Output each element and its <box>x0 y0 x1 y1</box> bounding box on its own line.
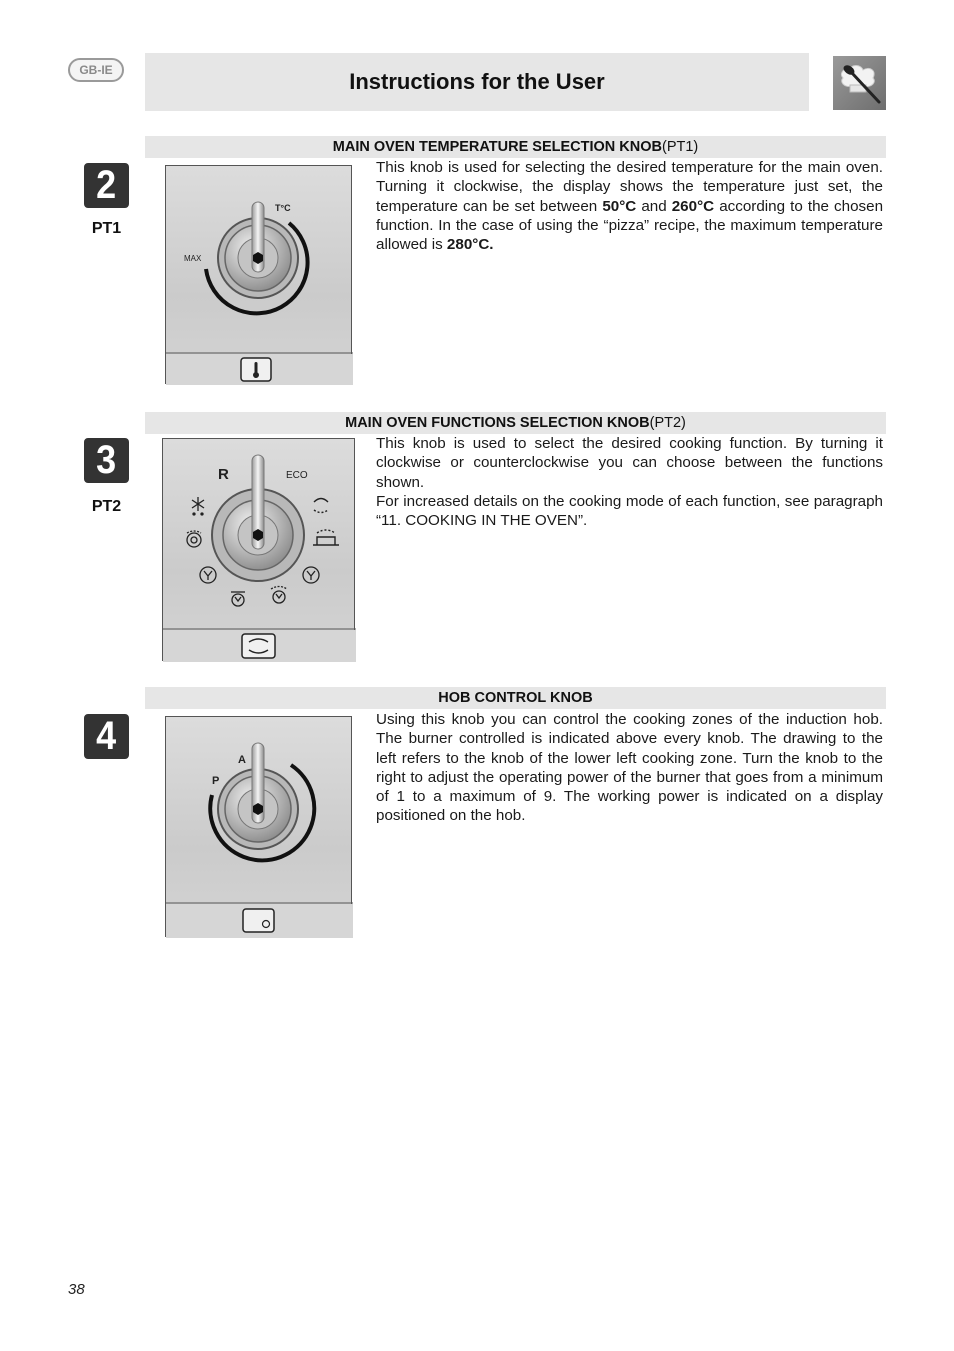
section-title-hob-knob: HOB CONTROL KNOB <box>145 687 886 709</box>
section-number-badge: 3 <box>84 438 129 483</box>
pizza-function-icon <box>313 530 339 545</box>
knob-label-max: MAX <box>184 254 202 263</box>
temperature-knob-description: This knob is used for selecting the desired temperature for the main oven. Turning it clockwise, the display shows the temperature just set, the temperature can be set between 50°C and 260°C according to the chosen function. In the case of using the “pizza” recipe, the maximum temperature allowed is 280°C. <box>376 159 884 254</box>
knob-label-r: R <box>218 466 229 483</box>
knob-label-p: P <box>212 775 220 787</box>
functions-knob-description: This knob is used to select the desired cooking function. By turning it clockwise or counterclockwise you can choose between the functions shown. For increased details on the cooking mode of each function, see paragraph “11. COOKING IN THE OVEN”. <box>376 435 883 530</box>
chef-hat-spoon-icon <box>833 56 886 110</box>
functions-knob-panel <box>162 438 355 661</box>
section-number-badge: 2 <box>84 163 129 208</box>
turbo-fan-icon <box>271 587 287 604</box>
thermometer-icon <box>241 358 271 381</box>
temperature-knob-panel <box>165 165 352 384</box>
knob-code-label: PT1 <box>91 220 122 237</box>
header-bar <box>145 53 809 111</box>
language-badge: GB-IE <box>68 58 124 82</box>
knob-code-label: PT2 <box>91 498 122 515</box>
hob-knob-panel <box>165 716 352 937</box>
section-title-functions-knob: MAIN OVEN FUNCTIONS SELECTION KNOB (PT2) <box>145 412 886 434</box>
knob-label-eco: ECO <box>286 470 308 481</box>
fan-grill-icon <box>187 531 201 547</box>
top-heating-icon <box>314 499 328 513</box>
fan-bottom-icon <box>303 567 319 583</box>
oven-function-icon <box>242 634 275 658</box>
defrost-icon <box>192 497 204 515</box>
page-number: 38 <box>68 1281 85 1298</box>
hob-zone-icon <box>243 909 274 932</box>
page-title: Instructions for the User <box>349 69 605 94</box>
section-title-temperature-knob: MAIN OVEN TEMPERATURE SELECTION KNOB (PT1) <box>145 136 886 158</box>
knob-label-a: A <box>238 754 246 766</box>
fan-top-bottom-icon <box>231 592 245 606</box>
hob-knob-description: Using this knob you can control the cooking zones of the induction hob. The burner controlled is indicated above every knob. The drawing to the left refers to the knob of the lower left cooking zone. Turn the knob to the right to adjust the operating power of the burner that goes from a minimum of 1 to a maximum of 9. The working power is indicated on a display positioned on the hob. <box>376 711 883 825</box>
knob-label-temperature: T°C <box>275 203 291 213</box>
section-number-badge: 4 <box>84 714 129 759</box>
fan-icon <box>200 567 216 583</box>
